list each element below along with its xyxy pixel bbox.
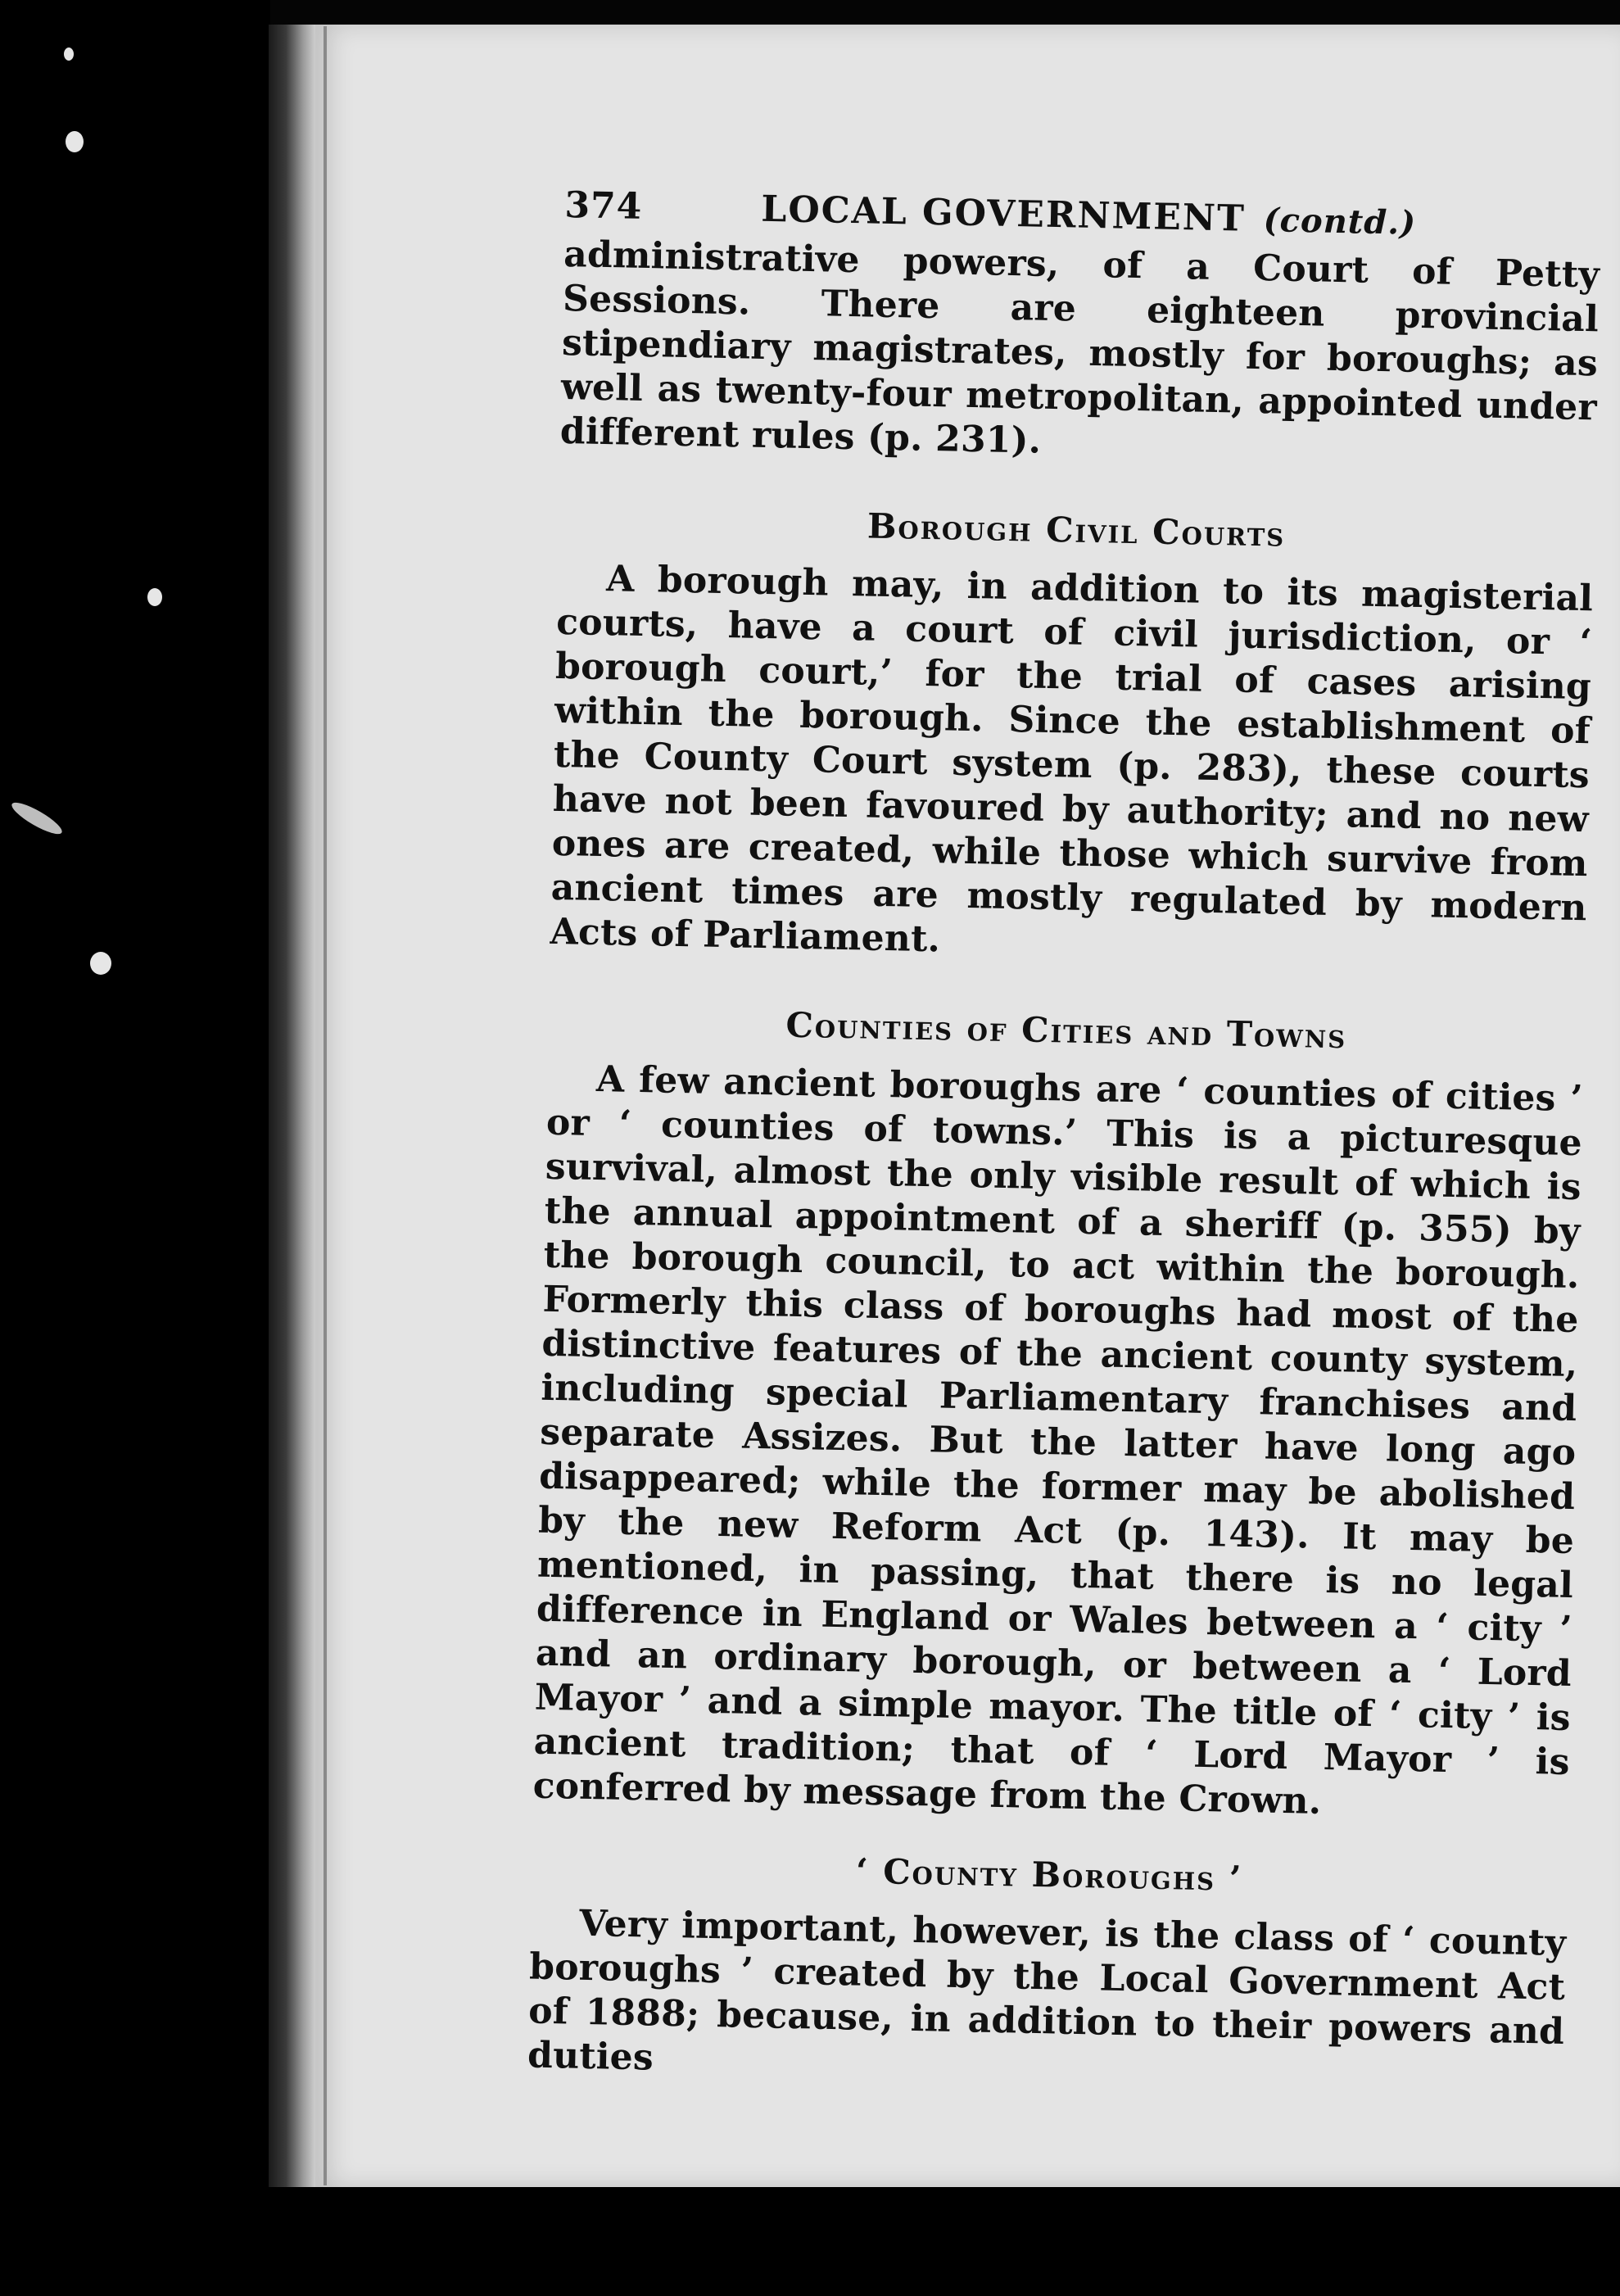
- paragraph-2: A borough may, in addition to its magisterial courts, have a court of civil jurisdiction, or ‘ borough court,’ for the trial of cases arising within the borough. Since the establishment of the County Court system (p. 283), these courts have not been favoured by authority; and no new ones are created, while those which survive from ancient times are mostly regulated by modern Acts of Parliament.: [550, 558, 1594, 961]
- scan-speck: [64, 48, 74, 61]
- scan-speck: [66, 131, 84, 152]
- scan-speck: [147, 588, 162, 606]
- heading-borough-civil-courts: Borough Civil Courts: [867, 505, 1286, 555]
- paragraph-4: Very important, however, is the class of ‘ county boroughs ’ created by the Local Government Act of 1888; because, in addition to their powers and duties: [527, 1902, 1567, 2079]
- running-head-title: LOCAL GOVERNMENT: [760, 188, 1247, 240]
- page-binding-edge: [269, 25, 318, 2203]
- scan-dark-bottom: [0, 2187, 1620, 2296]
- paragraph-1: administrative powers, of a Court of Petty Sessions. There are eighteen provincial stipendiary magistrates, mostly for boroughs; as well as twenty-four metropolitan, appointed under different rules (p. 231).: [559, 233, 1600, 462]
- scan-speck: [90, 952, 111, 975]
- running-head-contd: (contd.): [1263, 201, 1417, 242]
- scan-dark-margin: [0, 0, 270, 2296]
- paragraph-3: A few ancient boroughs are ‘ counties of cities ’ or ‘ counties of towns.’ This is a picturesque survival, almost the only visible result of which is the annual appointment of a sheriff (p. 355) by the borough council, to act within the borough. Formerly this class of boroughs had most of the distinctive features of the ancient county system, including special Parliamentary franchises and separate Assizes. But the latter have long ago disappeared; while the former may be abolished by the new Reform Act (p. 143). It may be mentioned, in passing, that there is no legal difference in England or Wales between a ‘ city ’ and an ordinary borough, or between a ‘ Lord Mayor ’ and a simple mayor. The title of ‘ city ’ is ancient tradition; that of ‘ Lord Mayor ’ is conferred by message from the Crown.: [532, 1057, 1584, 1823]
- page-text-block: [527, 184, 1601, 2099]
- page-frame-line: [324, 26, 327, 2185]
- page-number: 374: [563, 184, 643, 228]
- heading-county-boroughs: ‘ County Boroughs ’: [855, 1850, 1243, 1900]
- heading-counties-of-cities-and-towns: Counties of Cities and Towns: [785, 1004, 1347, 1057]
